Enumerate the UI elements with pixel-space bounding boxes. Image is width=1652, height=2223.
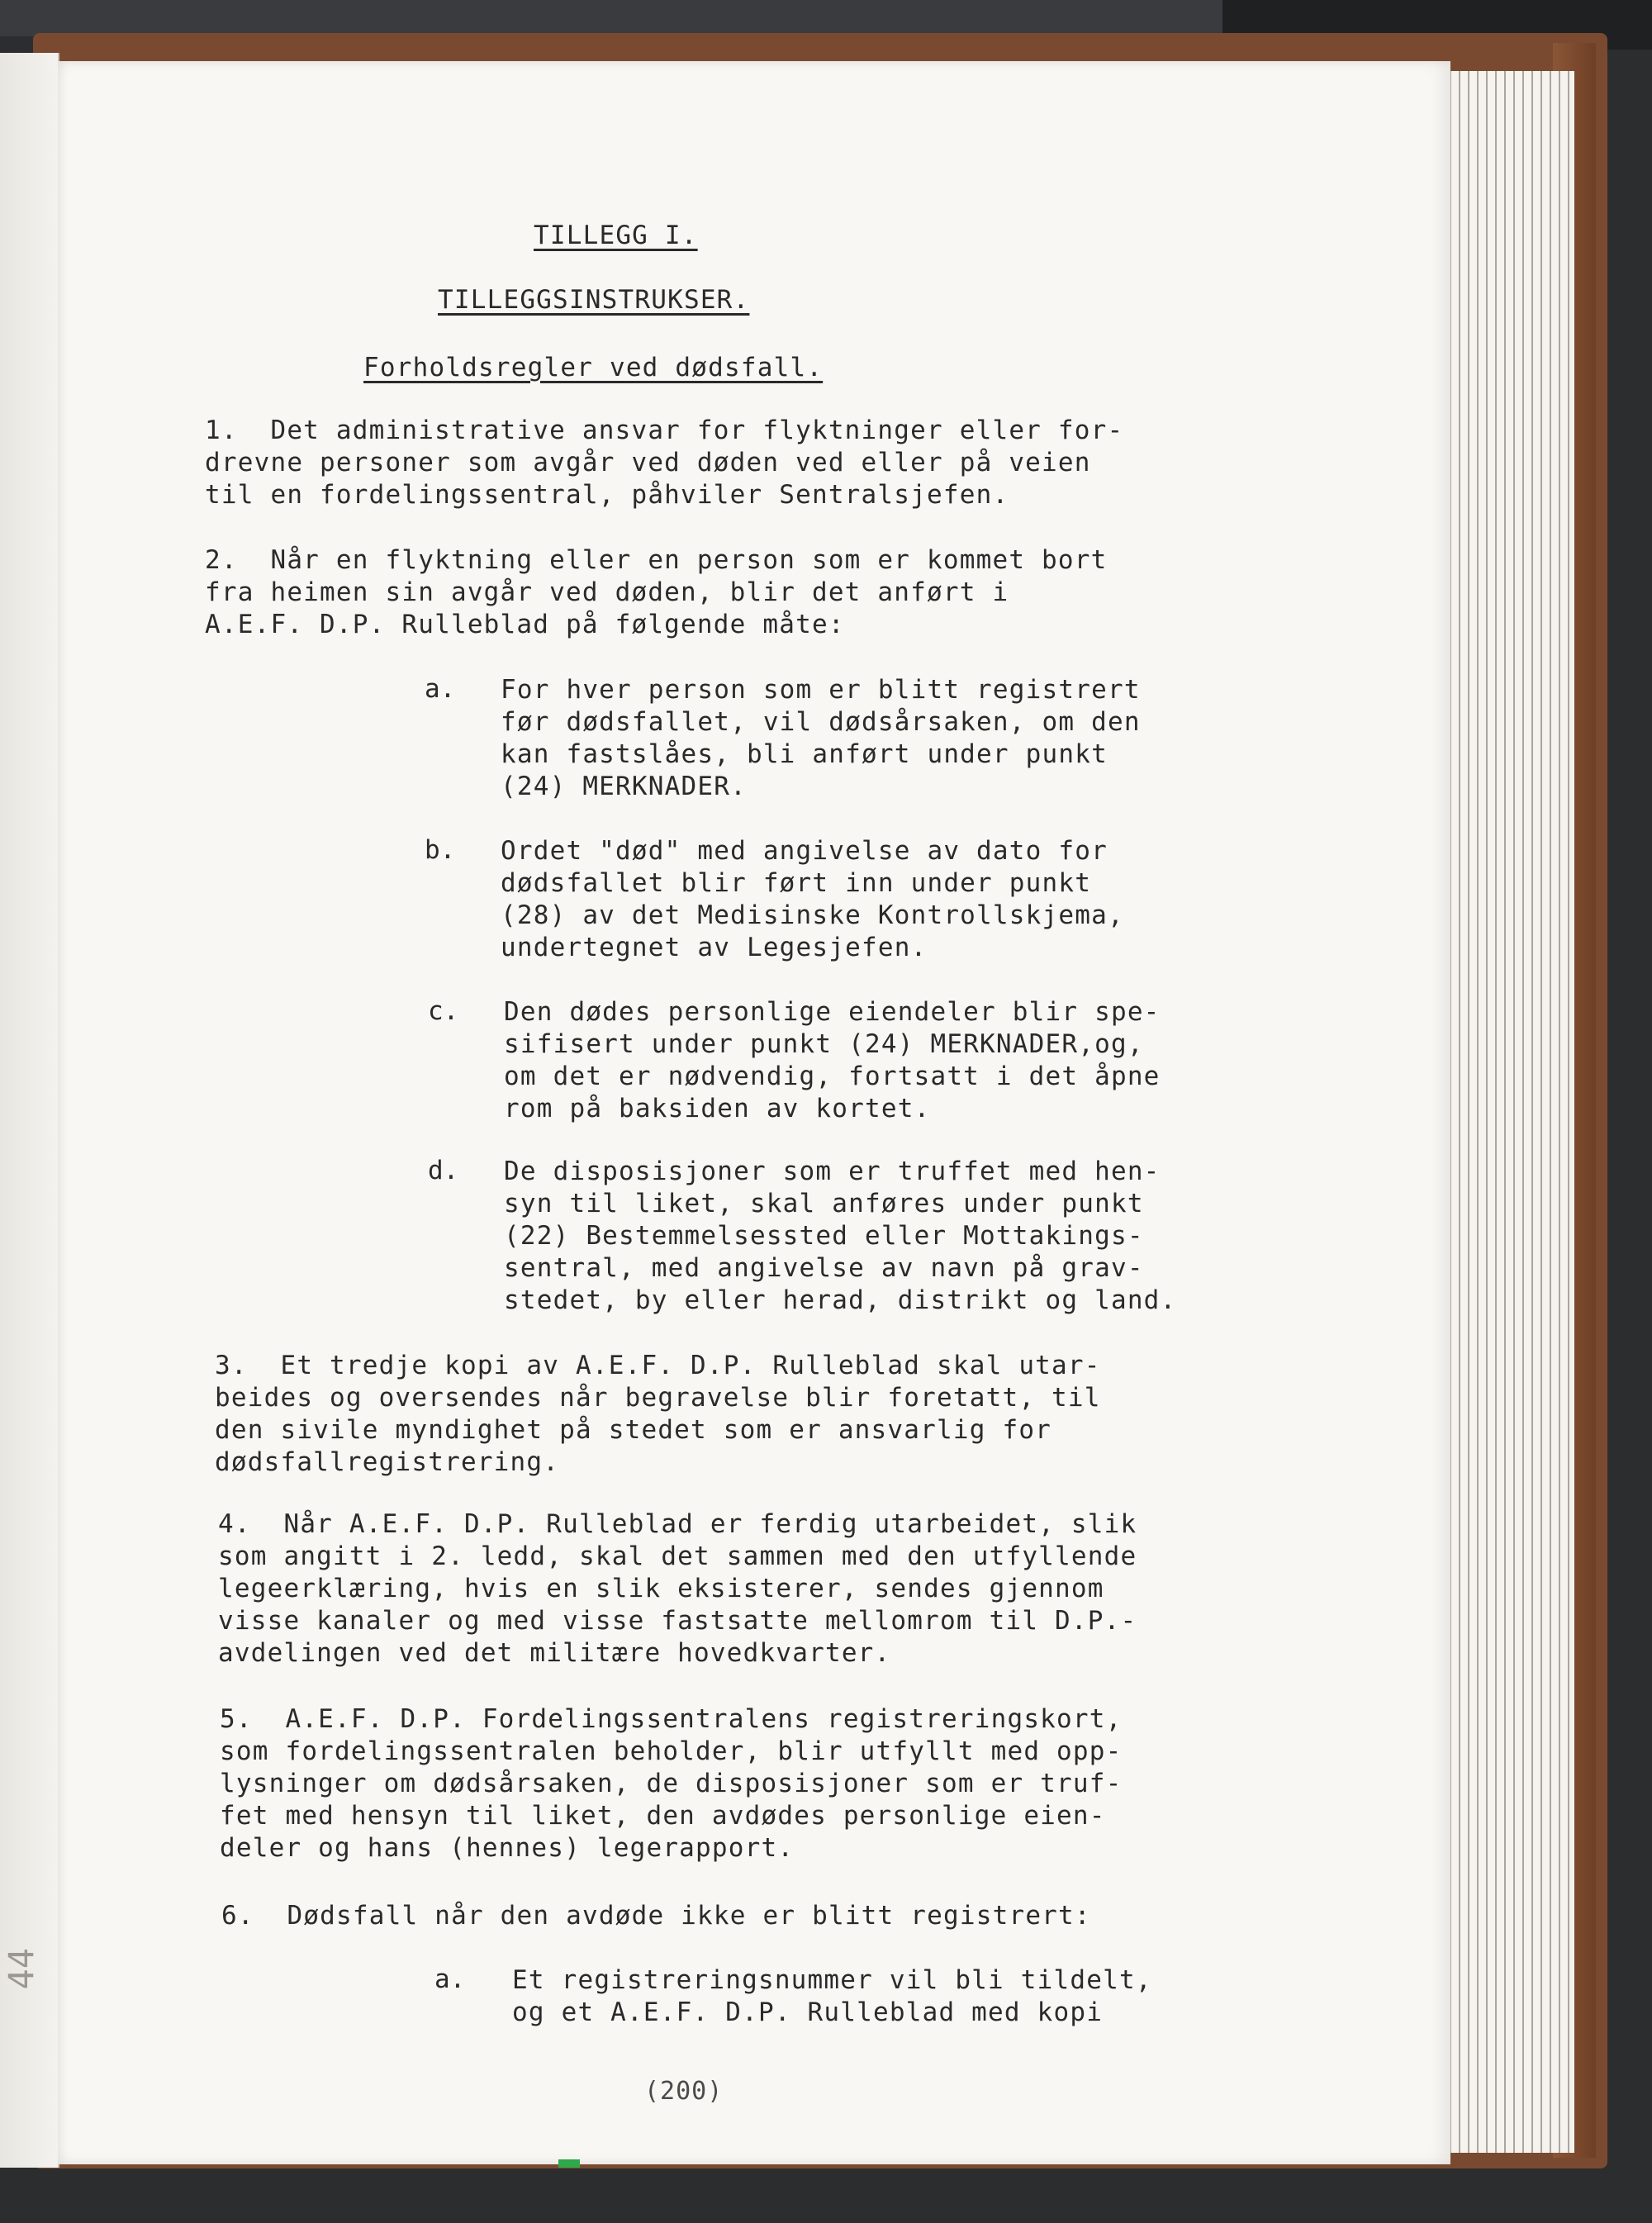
item-b-label: b. bbox=[425, 835, 456, 865]
document-page bbox=[58, 61, 1450, 2164]
item-b-text: Ordet "død" med angivelse av dato for dødsfallet blir ført inn under punkt (28) av det Medisinske Kontrollskjema, undertegnet av Legesjefen. bbox=[501, 836, 1124, 962]
item-a-text: For hver person som er blitt registrert før dødsfallet, vil dødsårsaken, om den kan fastslåes, bli anført under punkt (24) MERKNADER. bbox=[501, 675, 1141, 801]
left-page bbox=[0, 53, 59, 2168]
background-band bbox=[0, 0, 1222, 36]
paragraph-1: 1. Det administrative ansvar for flyktninger eller for- drevne personer som avgår ved døden ved eller på veien til en fordelingssentral, påhviler Sentralsjefen. bbox=[205, 416, 1124, 510]
item-6a-text: Et registreringsnummer vil bli tildelt, og et A.E.F. D.P. Rulleblad med kopi bbox=[512, 1965, 1152, 2027]
item-a-label: a. bbox=[425, 674, 456, 704]
paragraph-6: 6. Dødsfall når den avdøde ikke er blitt registrert: bbox=[221, 1901, 1091, 1931]
page-edges bbox=[1442, 71, 1574, 2153]
heading-tillegg: TILLEGG I. bbox=[534, 221, 698, 250]
item-d-label: d. bbox=[428, 1156, 459, 1185]
page-number: (200) bbox=[644, 2077, 724, 2106]
item-c-text: Den dødes personlige eiendeler blir spe- sifisert under punkt (24) MERKNADER,og, om det er nødvendig, fortsatt i det åpne rom på baksiden av kortet. bbox=[504, 997, 1161, 1123]
paragraph-5: 5. A.E.F. D.P. Fordelingssentralens registreringskort, som fordelingssentralen beholder, blir utfyllt med opp- lysninger om dødsårsaken, de disposisjoner som er truf- fet med hensyn til liket, den avdødes personlige eien- deler og hans (hennes) legerapport. bbox=[220, 1704, 1123, 1863]
heading-tilleggsinstrukser: TILLEGGSINSTRUKSER. bbox=[438, 285, 750, 315]
heading-forholdsregler: Forholdsregler ved dødsfall. bbox=[363, 353, 824, 382]
paragraph-3: 3. Et tredje kopi av A.E.F. D.P. Rulleblad skal utar- beides og oversendes når begravelse blir foretatt, til den sivile myndighet på stedet som er ansvarlig for dødsfallregistrering. bbox=[215, 1351, 1101, 1477]
bookmark-tab bbox=[558, 2159, 580, 2168]
paragraph-4: 4. Når A.E.F. D.P. Rulleblad er ferdig utarbeidet, slik som angitt i 2. ledd, skal det sammen med den utfyllende legeerklæring, hvis en slik eksisterer, sendes gjennom visse kanaler og med visse fastsatte mellomrom til D.P.- avdelingen ved det militære hovedkvarter. bbox=[218, 1509, 1137, 1668]
item-c-label: c. bbox=[428, 996, 459, 1026]
item-d-text: De disposisjoner som er truffet med hen- syn til liket, skal anføres under punkt (22) Bestemmelsessted eller Mottakings- sentral, med angivelse av navn på grav- stedet, by eller herad, distrikt og land. bbox=[504, 1157, 1177, 1315]
item-6a-label: a. bbox=[434, 1964, 466, 1994]
margin-note: 44 bbox=[1, 1947, 42, 1990]
paragraph-2: 2. Når en flyktning eller en person som er kommet bort fra heimen sin avgår ved døden, blir det anført i A.E.F. D.P. Rulleblad på følgende måte: bbox=[205, 545, 1108, 639]
